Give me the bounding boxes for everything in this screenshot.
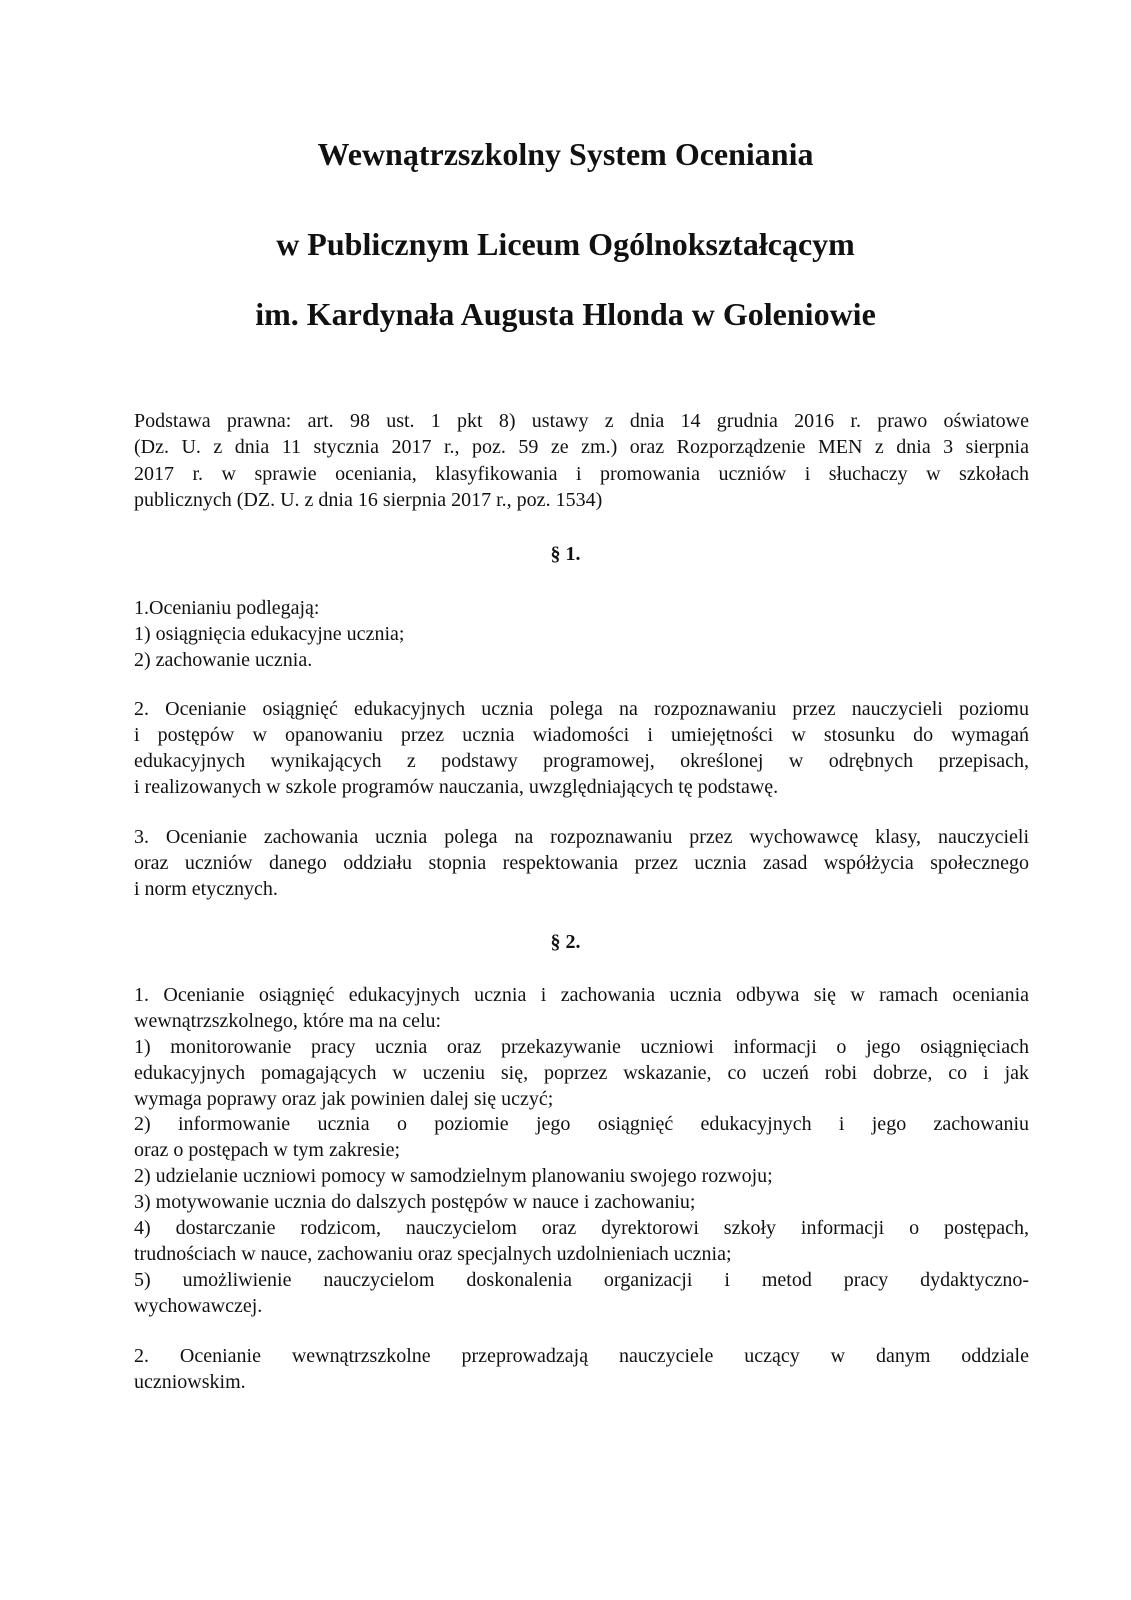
text-line: 1) osiągnięcia edukacyjne ucznia; <box>134 623 405 645</box>
section-heading-2: § 2. <box>550 931 581 953</box>
text-line: trudnościach w nauce, zachowaniu oraz specjalnych uzdolnieniach ucznia; <box>134 1243 732 1265</box>
text-line: 2) informowanie ucznia o poziomie jego osiągnięć edukacyjnych i jego zachowaniu <box>134 1113 1029 1135</box>
text-line: 2. Ocenianie wewnątrzszkolne przeprowadzają nauczyciele uczący w danym oddziale <box>134 1345 1029 1367</box>
text-line: 3) motywowanie ucznia do dalszych postępów w nauce i zachowaniu; <box>134 1191 696 1213</box>
text-line: 1. Ocenianie osiągnięć edukacyjnych ucznia i zachowania ucznia odbywa się w ramach oceniania <box>134 984 1029 1006</box>
text-line: 2) udzielanie uczniowi pomocy w samodzielnym planowaniu swojego rozwoju; <box>134 1165 773 1187</box>
text-line: oraz o postępach w tym zakresie; <box>134 1139 401 1161</box>
document-title-line-2: w Publicznym Liceum Ogólnokształcącym <box>276 226 855 262</box>
text-line: 3. Ocenianie zachowania ucznia polega na rozpoznawaniu przez wychowawcę klasy, nauczycieli <box>134 826 1029 848</box>
text-line: 2017 r. w sprawie oceniania, klasyfikowania i promowania uczniów i słuchaczy w szkołach <box>134 463 1029 485</box>
text-line: 1) monitorowanie pracy ucznia oraz przekazywanie uczniowi informacji o jego osiągnięciach <box>134 1036 1029 1058</box>
text-line: wymaga poprawy oraz jak powinien dalej się uczyć; <box>134 1088 554 1110</box>
text-line: edukacyjnych wynikających z podstawy programowej, określonej w odrębnych przepisach, <box>134 750 1029 772</box>
text-line: oraz uczniów danego oddziału stopnia respektowania przez ucznia zasad współżycia społecznego <box>134 852 1029 874</box>
text-line: (Dz. U. z dnia 11 stycznia 2017 r., poz. 59 ze zm.) oraz Rozporządzenie MEN z dnia 3 sierpnia <box>134 436 1029 458</box>
section-heading-1: § 1. <box>550 543 581 565</box>
text-line: i realizowanych w szkole programów nauczania, uwzględniających tę podstawę. <box>134 776 779 798</box>
text-line: uczniowskim. <box>134 1371 246 1393</box>
text-line: 1.Ocenianiu podlegają: <box>134 597 320 619</box>
text-line: i postępów w opanowaniu przez ucznia wiadomości i umiejętności w stosunku do wymagań <box>134 724 1029 746</box>
text-line: edukacyjnych pomagających w uczeniu się, poprzez wskazanie, co uczeń robi dobrze, co i jak <box>134 1062 1029 1084</box>
text-line: wychowawczej. <box>134 1295 263 1317</box>
text-line: 2) zachowanie ucznia. <box>134 649 313 671</box>
text-line: wewnątrzszkolnego, które ma na celu: <box>134 1010 442 1032</box>
text-line: i norm etycznych. <box>134 878 278 900</box>
document-title-line-3: im. Kardynała Augusta Hlonda w Goleniowie <box>255 296 876 332</box>
text-line: publicznych (DZ. U. z dnia 16 sierpnia 2017 r., poz. 1534) <box>134 489 603 511</box>
text-line: 5) umożliwienie nauczycielom doskonalenia organizacji i metod pracy dydaktyczno- <box>134 1269 1029 1291</box>
text-line: 4) dostarczanie rodzicom, nauczycielom oraz dyrektorowi szkoły informacji o postępach, <box>134 1217 1029 1239</box>
document-title-line-1: Wewnątrzszkolny System Oceniania <box>317 136 814 172</box>
text-line: 2. Ocenianie osiągnięć edukacyjnych ucznia polega na rozpoznawaniu przez nauczycieli poziomu <box>134 698 1029 720</box>
text-line: Podstawa prawna: art. 98 ust. 1 pkt 8) ustawy z dnia 14 grudnia 2016 r. prawo oświatowe <box>134 410 1029 432</box>
